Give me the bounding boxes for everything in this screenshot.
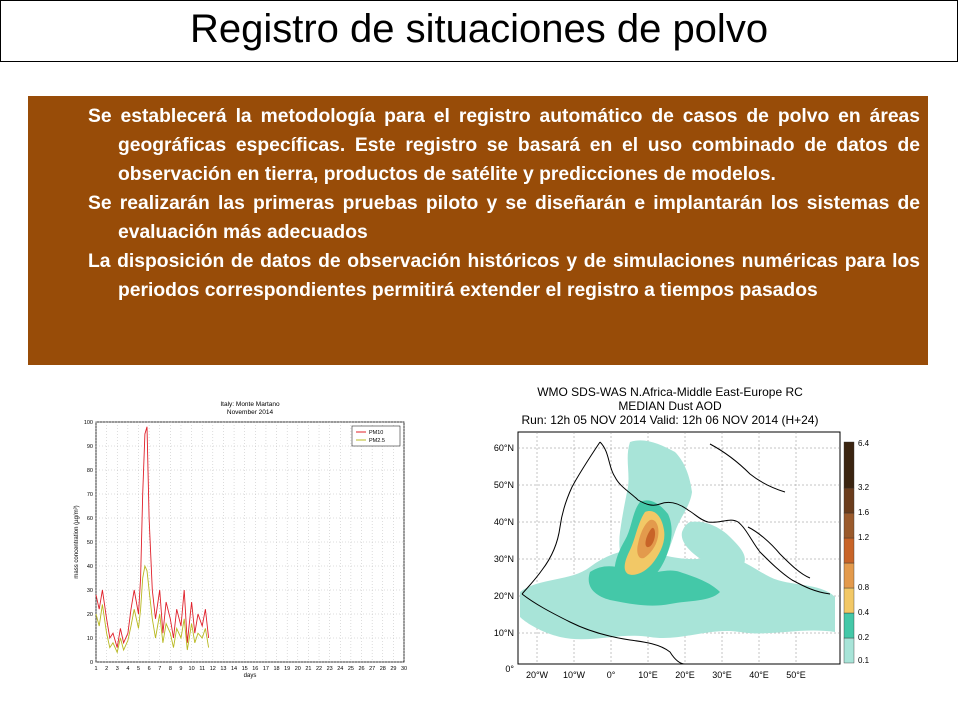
chart-xtick-label: 14 xyxy=(231,666,238,672)
lon-label-20e: 20°E xyxy=(675,670,695,680)
chart-xtick-label: 17 xyxy=(262,666,269,672)
lat-label-60n: 60°N xyxy=(493,443,514,453)
colorbar-label-6: 3.2 xyxy=(858,483,870,492)
chart-xtick-label: 19 xyxy=(284,666,291,672)
chart-xtick-label: 21 xyxy=(305,666,312,672)
colorbar-seg-3 xyxy=(844,563,854,588)
colorbar-seg-2 xyxy=(844,588,854,613)
chart-xtick-label: 6 xyxy=(147,666,151,672)
paragraph-2: Se realizarán las primeras pruebas piloto y se diseñarán e implantarán los sistemas de evaluación más adecuados xyxy=(88,193,920,243)
chart-ytick-label: 60 xyxy=(86,516,93,522)
paragraph-1: Se establecerá la metodología para el registro automático de casos de polvo en áreas geográficas específicas. Este registro se basará en el uso combinado de datos de observación en tierra, productos de satélite y predicciones de modelos. xyxy=(88,106,920,185)
map-title-line-1: WMO SDS-WAS N.Africa-Middle East-Europe RC xyxy=(537,385,803,399)
chart-subtitle: November 2014 xyxy=(226,409,274,416)
chart-xtick-label: 27 xyxy=(369,666,376,672)
chart-xtick-label: 5 xyxy=(136,666,141,672)
chart-xtick-label: 29 xyxy=(390,666,397,672)
pm-chart xyxy=(70,388,415,683)
lon-label-10w: 10°W xyxy=(562,670,586,680)
chart-xtick-label: 7 xyxy=(158,666,162,672)
chart-ytick-label: 20 xyxy=(86,612,93,618)
chart-ytick-label: 90 xyxy=(86,444,93,450)
colorbar-label-0: 0.1 xyxy=(858,656,870,665)
colorbar-seg-5 xyxy=(844,513,854,538)
map-svg xyxy=(480,382,882,685)
colorbar-seg-6 xyxy=(844,488,854,513)
chart-xtick-label: 18 xyxy=(273,666,280,672)
chart-ytick-label: 30 xyxy=(86,588,93,594)
map-lat-labels xyxy=(494,443,515,674)
chart-xtick-label: 9 xyxy=(179,666,183,672)
colorbar-seg-1 xyxy=(844,613,854,638)
chart-title: Italy: Monte Martano xyxy=(220,401,280,408)
lat-label-10n: 10°N xyxy=(493,628,514,638)
chart-xtick-label: 3 xyxy=(115,666,119,672)
chart-legend xyxy=(352,426,400,446)
colorbar-label-2: 0.4 xyxy=(858,608,870,617)
lon-label-10e: 10°E xyxy=(638,670,658,680)
title-box xyxy=(0,0,958,62)
chart-xtick-label: 22 xyxy=(315,666,323,672)
map-title-line-2: MEDIAN Dust AOD xyxy=(618,399,722,413)
lat-label-40n: 40°N xyxy=(493,517,514,527)
chart-xtick-label: 1 xyxy=(94,666,98,672)
chart-xtick-label: 11 xyxy=(199,666,206,672)
chart-xtick-label: 13 xyxy=(220,666,227,672)
chart-xtick-label: 2 xyxy=(105,666,109,672)
colorbar-label-4: 1.2 xyxy=(858,533,870,542)
chart-ytick-label: 80 xyxy=(86,468,93,474)
colorbar-label-3: 0.8 xyxy=(858,583,870,592)
colorbar-label-7: 6.4 xyxy=(858,439,870,448)
pm-chart-svg xyxy=(70,388,415,683)
lat-label-30n: 30°N xyxy=(493,554,514,564)
text-panel xyxy=(28,96,928,365)
chart-xtick-label: 26 xyxy=(358,666,365,672)
colorbar-seg-0 xyxy=(844,638,854,663)
chart-ytick-label: 40 xyxy=(86,564,93,570)
chart-xtick-label: 30 xyxy=(400,666,408,672)
lon-label-0: 0° xyxy=(606,670,616,680)
map-lon-labels xyxy=(526,670,806,680)
chart-xtick-label: 15 xyxy=(241,666,248,672)
chart-ytick-label: 70 xyxy=(86,492,93,498)
chart-ytick-label: 10 xyxy=(86,636,93,642)
legend-pm10: PM10 xyxy=(369,430,384,436)
lat-label-0: 0° xyxy=(505,664,514,674)
map-title-line-3: Run: 12h 05 NOV 2014 Valid: 12h 06 NOV 2014 (H+24) xyxy=(521,413,819,427)
chart-xtick-label: 23 xyxy=(326,666,333,672)
chart-xtick-label: 25 xyxy=(347,666,354,672)
chart-xtick-label: 4 xyxy=(126,666,130,672)
chart-ytick-label: 0 xyxy=(89,660,93,666)
colorbar xyxy=(844,439,870,665)
chart-xlabel: days xyxy=(243,673,257,679)
chart-xtick-label: 20 xyxy=(294,666,301,672)
chart-xtick-label: 12 xyxy=(209,666,216,672)
colorbar-label-1: 0.2 xyxy=(858,633,870,642)
lon-label-40e: 40°E xyxy=(749,670,769,680)
chart-xtick-label: 10 xyxy=(188,666,195,672)
paragraph-3: La disposición de datos de observación históricos y de simulaciones numéricas para los periodos correspondientes permitirá extender el registro a tiempos pasados xyxy=(88,251,920,301)
chart-ytick-label: 50 xyxy=(86,540,93,546)
lon-label-20w: 20°W xyxy=(525,670,549,680)
lat-label-50n: 50°N xyxy=(493,480,514,490)
chart-xtick-label: 24 xyxy=(337,666,344,672)
slide-title: Registro de situaciones de polvo xyxy=(189,7,769,51)
chart-xtick-label: 16 xyxy=(252,666,259,672)
colorbar-seg-7 xyxy=(844,442,854,488)
chart-ytick-label: 100 xyxy=(83,420,93,426)
chart-ylabel: mass concentration (µg/m³) xyxy=(74,505,80,579)
chart-xtick-label: 8 xyxy=(168,666,172,672)
dust-aod-map xyxy=(480,382,882,685)
lon-label-50e: 50°E xyxy=(786,670,806,680)
lat-label-20n: 20°N xyxy=(493,591,514,601)
chart-xtick-label: 28 xyxy=(379,666,386,672)
colorbar-seg-4 xyxy=(844,538,854,563)
colorbar-label-5: 1.6 xyxy=(858,508,870,517)
lon-label-30e: 30°E xyxy=(712,670,732,680)
legend-pm25: PM2.5 xyxy=(369,438,385,444)
